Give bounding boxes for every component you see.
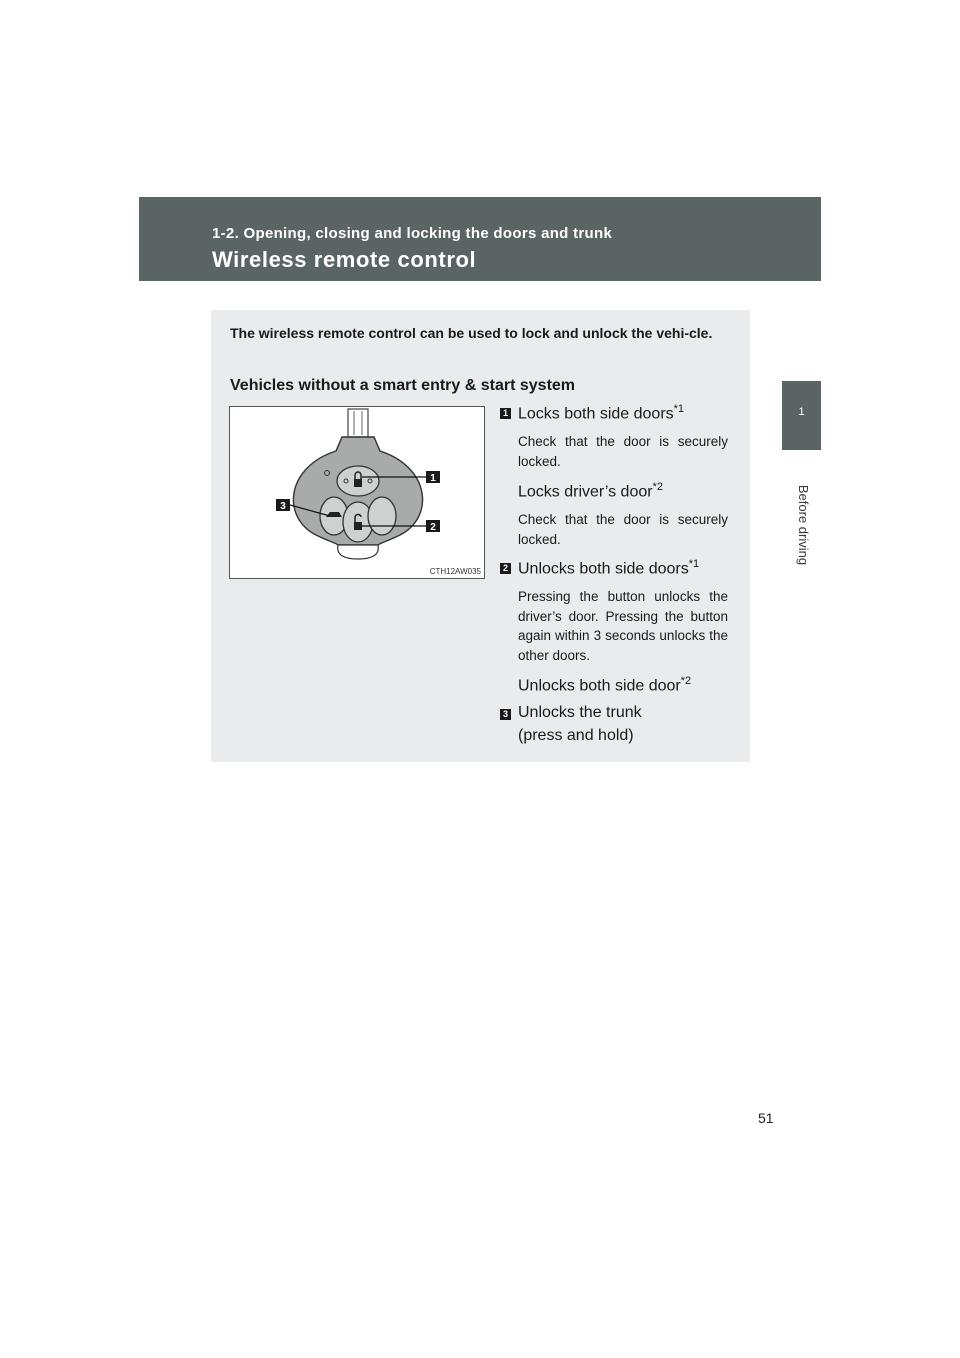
page-number: 51 [758, 1110, 774, 1126]
callout-3: 3 [280, 501, 286, 512]
footnote-ref: *2 [652, 481, 663, 493]
item-marker: 3 [500, 709, 511, 720]
chapter-label: Before driving [796, 484, 811, 566]
callout-1: 1 [430, 473, 436, 484]
item-description: Pressing the button unlocks the driver’s door. Pressing the button again within 3 seconds unlocks the other doors. [518, 589, 728, 663]
intro-text: The wireless remote control can be used to lock and unlock the vehi-cle. [230, 325, 713, 341]
item-marker: 2 [500, 563, 511, 574]
item-title-line2: (press and hold) [518, 727, 634, 744]
key-fob-illustration [230, 407, 484, 578]
item-description: Check that the door is securely locked. [518, 512, 728, 547]
remote-control-figure [229, 406, 485, 579]
figure-code: CTH12AW035 [429, 567, 481, 576]
item-title: Unlocks both side door [518, 677, 681, 695]
callout-2: 2 [430, 522, 436, 533]
item-title: Locks driver’s door [518, 483, 653, 501]
footnote-ref: *1 [673, 403, 685, 415]
item-title: Unlocks the trunk [518, 704, 642, 721]
item-description: Check that the door is securely locked. [518, 434, 728, 469]
section-header [139, 197, 821, 281]
item-title: Unlocks both side doors [518, 560, 689, 578]
chapter-tab: 1 [782, 381, 821, 450]
content-panel [211, 310, 750, 762]
item-marker: 1 [500, 408, 511, 419]
section-label: 1-2. Opening, closing and locking the doors and trunk [212, 225, 613, 242]
footnote-ref: *2 [680, 675, 692, 687]
subheading: Vehicles without a smart entry & start system [230, 377, 576, 394]
page-title: Wireless remote control [212, 247, 477, 272]
item-title: Locks both side doors [518, 405, 674, 423]
footnote-ref: *1 [688, 558, 700, 570]
